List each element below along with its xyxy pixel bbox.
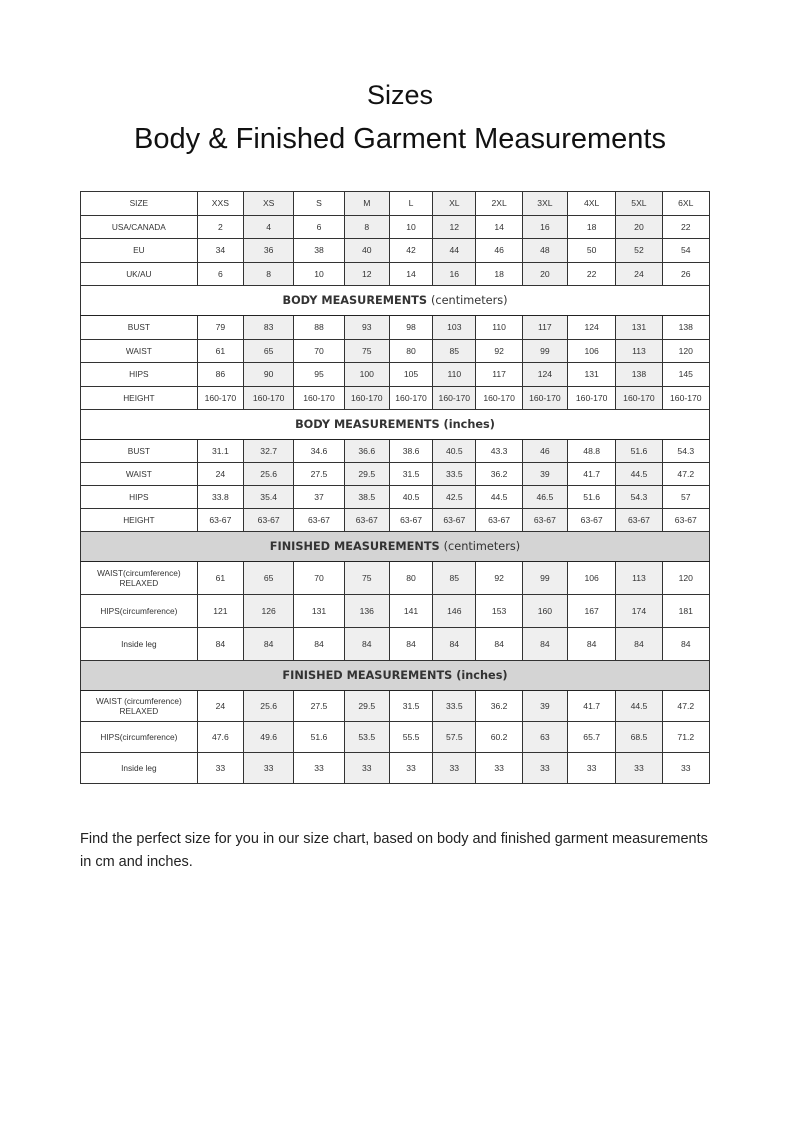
size-header-cell: L (389, 192, 432, 216)
table-cell: 18 (476, 262, 522, 286)
table-cell: 84 (244, 628, 294, 661)
table-cell: 160-170 (389, 386, 432, 410)
table-cell: 34 (197, 239, 243, 263)
row-label: WAIST (circumference) RELAXED (81, 691, 198, 722)
table-cell: 46 (522, 440, 567, 463)
measurement-row (81, 722, 710, 753)
table-cell: 63-67 (389, 509, 432, 532)
table-cell: 63-67 (197, 509, 243, 532)
table-cell: 63-67 (616, 509, 662, 532)
table-cell: 24 (197, 691, 243, 722)
table-cell: 160-170 (568, 386, 616, 410)
table-cell: 124 (522, 363, 567, 387)
table-cell: 41.7 (568, 463, 616, 486)
table-cell: 55.5 (389, 722, 432, 753)
table-cell: 27.5 (294, 463, 344, 486)
table-cell: 54.3 (662, 440, 709, 463)
section-title: BODY MEASUREMENTS (282, 294, 428, 307)
table-cell: 84 (294, 628, 344, 661)
table-cell: 174 (616, 595, 662, 628)
table-cell: 79 (197, 316, 243, 340)
table-cell: 160-170 (433, 386, 476, 410)
table-cell: 37 (294, 486, 344, 509)
table-cell: 22 (662, 215, 709, 239)
table-cell: 33 (294, 753, 344, 784)
table-cell: 43.3 (476, 440, 522, 463)
section-title: BODY MEASUREMENTS (inches) (295, 418, 495, 431)
table-cell: 84 (568, 628, 616, 661)
table-cell: 14 (389, 262, 432, 286)
table-cell: 33 (344, 753, 389, 784)
table-cell: 44.5 (616, 691, 662, 722)
table-cell: 92 (476, 339, 522, 363)
table-cell: 86 (197, 363, 243, 387)
table-cell: 146 (433, 595, 476, 628)
size-header-cell: XL (433, 192, 476, 216)
measurement-row (81, 440, 710, 463)
table-cell: 51.6 (568, 486, 616, 509)
table-cell: 181 (662, 595, 709, 628)
table-cell: 75 (344, 562, 389, 595)
measurement-row (81, 316, 710, 340)
section-unit: (centimeters) (443, 540, 521, 553)
table-cell: 46.5 (522, 486, 567, 509)
table-cell: 83 (244, 316, 294, 340)
table-cell: 95 (294, 363, 344, 387)
table-cell: 63-67 (522, 509, 567, 532)
table-cell: 113 (616, 339, 662, 363)
table-cell: 50 (568, 239, 616, 263)
table-cell: 124 (568, 316, 616, 340)
table-cell: 31.1 (197, 440, 243, 463)
conversion-row (81, 262, 710, 286)
table-cell: 18 (568, 215, 616, 239)
size-header-cell: 3XL (522, 192, 567, 216)
table-cell: 47.6 (197, 722, 243, 753)
table-cell: 42 (389, 239, 432, 263)
table-cell: 126 (244, 595, 294, 628)
table-cell: 70 (294, 339, 344, 363)
section-title: FINISHED MEASUREMENTS (269, 540, 440, 553)
conversion-row (81, 215, 710, 239)
table-cell: 25.6 (244, 691, 294, 722)
table-cell: 29.5 (344, 463, 389, 486)
table-cell: 84 (662, 628, 709, 661)
table-cell: 160-170 (476, 386, 522, 410)
table-cell: 103 (433, 316, 476, 340)
table-cell: 105 (389, 363, 432, 387)
table-cell: 61 (197, 339, 243, 363)
table-cell: 88 (294, 316, 344, 340)
table-cell: 54 (662, 239, 709, 263)
table-cell: 4 (244, 215, 294, 239)
table-cell: 49.6 (244, 722, 294, 753)
table-cell: 60.2 (476, 722, 522, 753)
row-label: Inside leg (81, 628, 198, 661)
row-label: BUST (81, 440, 198, 463)
table-cell: 160-170 (294, 386, 344, 410)
table-cell: 63-67 (344, 509, 389, 532)
table-cell: 160-170 (344, 386, 389, 410)
table-cell: 26 (662, 262, 709, 286)
table-cell: 63-67 (433, 509, 476, 532)
row-label: EU (81, 239, 198, 263)
table-cell: 63-67 (568, 509, 616, 532)
table-cell: 160-170 (244, 386, 294, 410)
table-cell: 98 (389, 316, 432, 340)
table-cell: 90 (244, 363, 294, 387)
table-cell: 160 (522, 595, 567, 628)
row-label: WAIST (81, 339, 198, 363)
table-cell: 36 (244, 239, 294, 263)
measurement-row (81, 595, 710, 628)
table-cell: 63 (522, 722, 567, 753)
table-cell: 16 (433, 262, 476, 286)
table-cell: 12 (433, 215, 476, 239)
page-title: Sizes (366, 80, 434, 110)
table-cell: 120 (662, 339, 709, 363)
table-cell: 12 (344, 262, 389, 286)
table-cell: 31.5 (389, 691, 432, 722)
table-cell: 33 (568, 753, 616, 784)
table-cell: 84 (433, 628, 476, 661)
table-cell: 84 (197, 628, 243, 661)
table-cell: 120 (662, 562, 709, 595)
table-cell: 33 (389, 753, 432, 784)
section-header (81, 661, 710, 691)
table-cell: 85 (433, 562, 476, 595)
row-label: USA/CANADA (81, 215, 198, 239)
table-cell: 35.4 (244, 486, 294, 509)
table-cell: 48 (522, 239, 567, 263)
row-label: BUST (81, 316, 198, 340)
table-cell: 33.5 (433, 463, 476, 486)
section-header-row (81, 661, 710, 691)
table-cell: 33 (244, 753, 294, 784)
table-cell: 160-170 (197, 386, 243, 410)
table-cell: 36.6 (344, 440, 389, 463)
row-label: HIPS(circumference) (81, 595, 198, 628)
row-label: UK/AU (81, 262, 198, 286)
section-header-row (81, 410, 710, 440)
table-cell: 42.5 (433, 486, 476, 509)
table-cell: 160-170 (522, 386, 567, 410)
page-subtitle: Body & Finished Garment Measurements (134, 123, 666, 155)
table-cell: 38.6 (389, 440, 432, 463)
size-header-cell: XXS (197, 192, 243, 216)
table-cell: 20 (522, 262, 567, 286)
table-cell: 16 (522, 215, 567, 239)
section-unit: (centimeters) (430, 294, 508, 307)
table-cell: 141 (389, 595, 432, 628)
table-cell: 65 (244, 562, 294, 595)
size-header-cell: 5XL (616, 192, 662, 216)
table-cell: 6 (294, 215, 344, 239)
table-cell: 32.7 (244, 440, 294, 463)
size-header-cell: XS (244, 192, 294, 216)
table-cell: 160-170 (662, 386, 709, 410)
table-cell: 63-67 (662, 509, 709, 532)
table-cell: 110 (433, 363, 476, 387)
measurement-row (81, 386, 710, 410)
measurement-row (81, 753, 710, 784)
size-header-row (81, 192, 710, 216)
table-cell: 63-67 (244, 509, 294, 532)
measurement-row (81, 486, 710, 509)
table-cell: 70 (294, 562, 344, 595)
table-cell: 40.5 (389, 486, 432, 509)
table-cell: 80 (389, 339, 432, 363)
table-cell: 8 (344, 215, 389, 239)
table-cell: 131 (294, 595, 344, 628)
table-cell: 33 (616, 753, 662, 784)
table-cell: 10 (389, 215, 432, 239)
table-cell: 131 (616, 316, 662, 340)
measurement-row (81, 628, 710, 661)
table-cell: 71.2 (662, 722, 709, 753)
size-header-cell: 6XL (662, 192, 709, 216)
table-cell: 99 (522, 562, 567, 595)
table-cell: 24 (197, 463, 243, 486)
table-cell: 63-67 (294, 509, 344, 532)
table-cell: 85 (433, 339, 476, 363)
section-header (81, 286, 710, 316)
row-label: HIPS (81, 363, 198, 387)
size-header-cell: M (344, 192, 389, 216)
table-cell: 38 (294, 239, 344, 263)
measurement-row (81, 363, 710, 387)
table-cell: 117 (476, 363, 522, 387)
table-cell: 153 (476, 595, 522, 628)
table-cell: 20 (616, 215, 662, 239)
size-header-cell: 2XL (476, 192, 522, 216)
table-cell: 47.2 (662, 691, 709, 722)
section-header (81, 532, 710, 562)
table-cell: 75 (344, 339, 389, 363)
table-cell: 33.5 (433, 691, 476, 722)
table-cell: 8 (244, 262, 294, 286)
table-cell: 84 (522, 628, 567, 661)
table-cell: 34.6 (294, 440, 344, 463)
table-cell: 44.5 (616, 463, 662, 486)
row-label: HEIGHT (81, 509, 198, 532)
table-cell: 92 (476, 562, 522, 595)
table-cell: 136 (344, 595, 389, 628)
table-cell: 22 (568, 262, 616, 286)
table-cell: 113 (616, 562, 662, 595)
table-cell: 121 (197, 595, 243, 628)
row-label: WAIST(circumference) RELAXED (81, 562, 198, 595)
section-header-row (81, 286, 710, 316)
table-cell: 54.3 (616, 486, 662, 509)
table-cell: 51.6 (294, 722, 344, 753)
table-cell: 138 (662, 316, 709, 340)
size-header-cell: S (294, 192, 344, 216)
table-cell: 33 (433, 753, 476, 784)
measurement-row (81, 691, 710, 722)
row-label: HIPS (81, 486, 198, 509)
table-cell: 38.5 (344, 486, 389, 509)
table-cell: 117 (522, 316, 567, 340)
table-cell: 44.5 (476, 486, 522, 509)
table-cell: 167 (568, 595, 616, 628)
table-cell: 52 (616, 239, 662, 263)
table-cell: 61 (197, 562, 243, 595)
conversion-row (81, 239, 710, 263)
table-cell: 33 (522, 753, 567, 784)
measurement-row (81, 463, 710, 486)
table-cell: 93 (344, 316, 389, 340)
table-cell: 80 (389, 562, 432, 595)
row-label: WAIST (81, 463, 198, 486)
footnote: Find the perfect size for you in our size chart, based on body and finished garment measurements in cm and inches. (80, 831, 708, 870)
table-cell: 14 (476, 215, 522, 239)
table-cell: 25.6 (244, 463, 294, 486)
table-cell: 65.7 (568, 722, 616, 753)
section-header (81, 410, 710, 440)
table-cell: 39 (522, 691, 567, 722)
table-cell: 6 (197, 262, 243, 286)
table-cell: 39 (522, 463, 567, 486)
table-cell: 29.5 (344, 691, 389, 722)
measurement-row (81, 562, 710, 595)
table-cell: 110 (476, 316, 522, 340)
table-cell: 106 (568, 339, 616, 363)
section-title: FINISHED MEASUREMENTS (inches) (282, 669, 508, 682)
table-cell: 33.8 (197, 486, 243, 509)
table-cell: 145 (662, 363, 709, 387)
table-cell: 63-67 (476, 509, 522, 532)
table-cell: 27.5 (294, 691, 344, 722)
table-cell: 138 (616, 363, 662, 387)
table-cell: 36.2 (476, 463, 522, 486)
table-cell: 160-170 (616, 386, 662, 410)
table-cell: 131 (568, 363, 616, 387)
size-chart-table (80, 191, 710, 784)
size-header-cell: 4XL (568, 192, 616, 216)
table-cell: 31.5 (389, 463, 432, 486)
table-cell: 99 (522, 339, 567, 363)
table-cell: 41.7 (568, 691, 616, 722)
table-cell: 33 (197, 753, 243, 784)
table-cell: 40.5 (433, 440, 476, 463)
table-cell: 84 (616, 628, 662, 661)
table-cell: 36.2 (476, 691, 522, 722)
table-cell: 24 (616, 262, 662, 286)
table-cell: 40 (344, 239, 389, 263)
table-cell: 65 (244, 339, 294, 363)
table-cell: 68.5 (616, 722, 662, 753)
table-cell: 57 (662, 486, 709, 509)
table-cell: 33 (662, 753, 709, 784)
table-cell: 100 (344, 363, 389, 387)
measurement-row (81, 339, 710, 363)
row-label: HIPS(circumference) (81, 722, 198, 753)
size-header-label: SIZE (81, 192, 198, 216)
table-cell: 106 (568, 562, 616, 595)
measurement-row (81, 509, 710, 532)
table-cell: 51.6 (616, 440, 662, 463)
row-label: HEIGHT (81, 386, 198, 410)
table-cell: 10 (294, 262, 344, 286)
section-header-row (81, 532, 710, 562)
table-cell: 46 (476, 239, 522, 263)
table-cell: 84 (389, 628, 432, 661)
table-cell: 47.2 (662, 463, 709, 486)
table-cell: 53.5 (344, 722, 389, 753)
table-cell: 44 (433, 239, 476, 263)
table-cell: 84 (344, 628, 389, 661)
table-cell: 84 (476, 628, 522, 661)
row-label: Inside leg (81, 753, 198, 784)
table-cell: 33 (476, 753, 522, 784)
table-cell: 2 (197, 215, 243, 239)
table-cell: 48.8 (568, 440, 616, 463)
table-cell: 57.5 (433, 722, 476, 753)
